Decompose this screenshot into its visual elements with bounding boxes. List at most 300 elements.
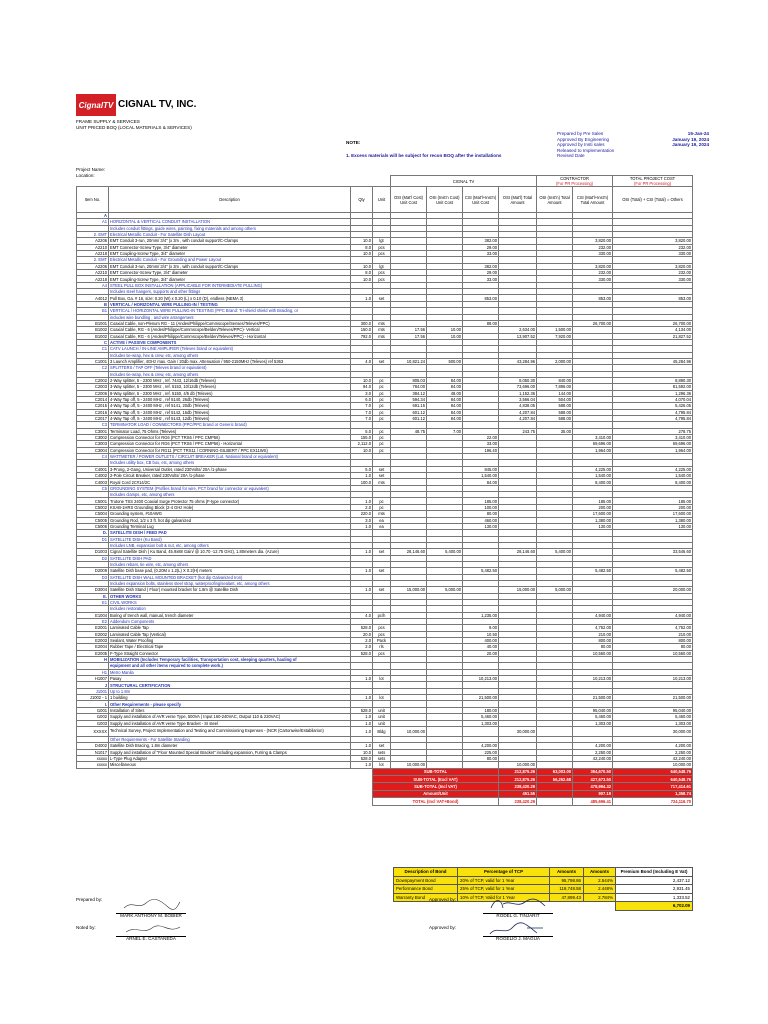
table-row — [77, 251, 693, 257]
item-description: Trutone TSS 2400 Coaxial Surge Protector 75 ohms (F-type connector) — [109, 498, 351, 504]
section-code: A — [77, 213, 109, 219]
item-qty: 1.0 — [351, 523, 373, 529]
bond-rate: 2.544% — [584, 876, 616, 885]
totals-row — [77, 783, 693, 790]
osi-total-amount: 4,207.84 — [499, 416, 537, 422]
approval-value: January 19, 2024 — [672, 136, 709, 142]
table-row — [77, 720, 693, 726]
item-unit: unit — [373, 707, 391, 713]
csi-total-amount: 3,820.00 — [573, 238, 613, 244]
totals-label: SUB-TOTAL (Incl VAT) — [373, 783, 499, 790]
osi-total-amount: 243.75 — [499, 428, 537, 434]
grand-total-amount: 1,380.00 — [613, 517, 693, 523]
osi-mat-unit-cost: 48.75 — [391, 428, 427, 434]
bond-head-premium: Premium Bond (Including E Vat) — [616, 868, 693, 877]
section-code: E2 — [77, 619, 109, 625]
approval-key: Revised Date — [557, 153, 585, 159]
section-title: HORIZONTAL & VERTICAL CONDUIT INSTALLATION — [109, 219, 351, 225]
totals-spacer — [77, 790, 373, 797]
totals-grand: 724,116.70 — [613, 798, 693, 805]
item-description: Cignal Satellite Dish ( Ku Band, 45.9x88 Gain/ @ 10.70 -12.75 GHz), 1.80meters dia. (Azure) — [109, 549, 351, 555]
section-title: TERMINATOR LOAD / CONNECTORS (PPC/PPC brand or Generic brand) — [109, 422, 351, 428]
item-description: Pull Box, Ga. # 16, size: 0.20 (W) x 0.20 (L) x 0.10 (D), endless (NEMA 3) — [109, 295, 351, 301]
item-qty: 3.0 — [351, 517, 373, 523]
totals-label: TOTAL (Incl VAT+Bond) — [373, 798, 499, 805]
osi-total-amount: 4,838.05 — [499, 403, 537, 409]
grand-total-amount: 4,070.04 — [613, 396, 693, 402]
csi-total-amount: 5,460.00 — [573, 714, 613, 720]
band-contractor-sub: (For PR Processing) — [555, 181, 594, 186]
item-no: C2002 — [77, 377, 109, 383]
csi-unit-cost — [463, 726, 499, 736]
col-qty: Qty — [351, 187, 373, 213]
section-title: includes wire bundling , and wire arrangement — [109, 314, 351, 320]
item-no: B1002 — [77, 327, 109, 333]
col-osi-inst-total: OSI (Inst'n) Total Amount — [537, 187, 573, 213]
item-unit: pc/h — [373, 612, 391, 618]
item-unit: lot — [373, 762, 391, 768]
osi-inst-total-amount: 5,400.00 — [537, 549, 573, 555]
grand-total-amount: 1,303.00 — [613, 720, 693, 726]
table-row — [77, 612, 693, 618]
grand-total-amount: 17,600.00 — [613, 511, 693, 517]
csi-total-amount: 232.00 — [573, 270, 613, 276]
item-unit: lgt — [373, 238, 391, 244]
item-no: C5001 — [77, 498, 109, 504]
item-unit: set — [373, 295, 391, 301]
col-osi-inst-unit: OSI (Inst'n Cost) Unit Cost — [427, 187, 463, 213]
item-description: EMT Conduit 3-run, 20mm/ 3/4" (x 3m , with conduit support/C-Clamps — [109, 263, 351, 269]
csi-total-amount: 1,303.00 — [573, 720, 613, 726]
item-no: D1003 — [77, 549, 109, 555]
table-row — [77, 276, 693, 282]
csi-total-amount: 3,410.00 — [573, 435, 613, 441]
band-contractor-label: CONTRACTOR — [560, 176, 589, 181]
item-no: A2210 — [77, 270, 109, 276]
bond-rate: 2.448% — [584, 885, 616, 894]
section-code: C3 — [77, 422, 109, 428]
totals-row — [77, 798, 693, 805]
bond-total: 6,702.09 — [616, 902, 693, 911]
item-unit: pcs — [373, 276, 391, 282]
section-code: B1 — [77, 308, 109, 314]
item-no: C3002 — [77, 435, 109, 441]
grand-total-amount: 4,795.84 — [613, 416, 693, 422]
item-qty: 1.0 — [351, 726, 373, 736]
signer-name-4: ROGELIO J. MAGUA — [496, 936, 540, 941]
bond-desc: Downpayment Bond — [394, 876, 458, 885]
csi-total-amount: 8,400.00 — [573, 479, 613, 485]
item-qty: 5.0 — [351, 428, 373, 434]
grand-total-amount: 200.00 — [613, 504, 693, 510]
table-row — [77, 749, 693, 755]
osi-inst-total-amount: 7,920.00 — [537, 333, 573, 339]
osi-mat-unit-cost: 17.56 — [391, 327, 427, 333]
totals-contractor: 427,673.50 — [573, 775, 613, 782]
section-code: A4 — [77, 282, 109, 288]
note-label: NOTE: — [346, 140, 361, 145]
item-description: 3 Launch Amplifier, 4GHz max. Gain / 20db max. Attenuation / 950-2150MHz (Televes) ref 5363 — [109, 358, 351, 364]
item-description: L-Type Plug Adapter — [109, 755, 351, 761]
item-unit: set — [373, 568, 391, 574]
totals-contractor-mat: 63,003.00 — [537, 768, 573, 775]
csi-total-amount: 210.00 — [573, 631, 613, 637]
totals-cignal: 212,875.26 — [499, 768, 537, 775]
item-qty: 7.0 — [351, 403, 373, 409]
osi-inst-total-amount — [537, 726, 573, 736]
item-unit: mts — [373, 327, 391, 333]
csi-total-amount: 1,540.00 — [573, 473, 613, 479]
totals-contractor: 485,696.41 — [573, 798, 613, 805]
osi-total-amount: 30,000.00 — [499, 726, 537, 736]
item-description: Compression Connector for RG6 (PCT TRS6 / PPC CMP56) - Horizontal — [109, 441, 351, 447]
item-description: Technical Survey, Project Implementation and Testing and Commissioning Expenses - (NCR (Cartonwise/Estabilarion) — [109, 726, 351, 736]
totals-spacer — [77, 798, 373, 805]
csi-total-amount: 4,940.00 — [573, 612, 613, 618]
item-unit: set — [373, 466, 391, 472]
item-description: Coaxial Cable, RG - 6 (Andes/Philippe/Commscope/Belden/Televes/PPC)- Vertical — [109, 327, 351, 333]
item-unit: set — [373, 587, 391, 593]
section-title: Includes expansion bolts, stainless steel strap, waterproofing/sealant, etc, among others — [109, 580, 351, 586]
csi-unit-cost: 185.00 — [463, 498, 499, 504]
item-qty: 1.0 — [351, 295, 373, 301]
bond-row — [394, 876, 693, 885]
section-title: CIVIL WORKS — [109, 599, 351, 605]
grand-total-amount: 232.00 — [613, 244, 693, 250]
item-description: EMT Coupling-Screw Type, 3/4" diameter — [109, 251, 351, 257]
band-total-label: TOTAL PROJECT COST — [629, 176, 676, 181]
approval-value — [654, 153, 709, 159]
totals-contractor-mat: 56,252.68 — [537, 775, 573, 782]
totals-contractor-mat — [537, 798, 573, 805]
totals-contractor: 907.19 — [573, 790, 613, 797]
cignal-logo — [76, 94, 116, 116]
section-title: MOBILIZATION (Includes Temporary facilities, Transportation cost, sleeping quarters, hauling of — [109, 657, 351, 663]
item-no: XXXXX — [77, 726, 109, 736]
osi-inst-unit-cost — [427, 726, 463, 736]
table-band-row — [77, 176, 693, 187]
osi-inst-unit-cost: 5,400.00 — [427, 549, 463, 555]
osi-inst-unit-cost: 84.00 — [427, 409, 463, 415]
totals-label: Amount/Unit — [373, 790, 499, 797]
csi-unit-cost: 10.50 — [463, 631, 499, 637]
item-qty: 10.0 — [351, 377, 373, 383]
osi-inst-unit-cost: 7.00 — [427, 428, 463, 434]
csi-unit-cost: 20.00 — [463, 650, 499, 656]
item-no: xxxxx — [77, 762, 109, 768]
csi-unit-cost: 1,235.00 — [463, 612, 499, 618]
item-no: C4003 — [77, 479, 109, 485]
item-unit: pc — [373, 403, 391, 409]
section-code: H — [77, 657, 109, 663]
totals-cignal: 212,875.26 — [499, 775, 537, 782]
band-total-sub: (For PR Processing) — [633, 181, 672, 186]
osi-total-amount: 13,907.52 — [499, 333, 537, 339]
item-description: 3-Way splitter, 5 - 2300 MHz , ref. 5153, 10/12db (Televes) — [109, 384, 351, 390]
item-unit: pc — [373, 428, 391, 434]
logo-text: CignalTV — [78, 100, 114, 110]
item-unit: mts — [373, 479, 391, 485]
item-qty: 2,112.0 — [351, 441, 373, 447]
item-unit: pc — [373, 498, 391, 504]
section-code: D3 — [77, 574, 109, 580]
grand-total-amount: 3,820.00 — [613, 263, 693, 269]
item-description: Supply and installation of AVR verse Type Bracket - SI steel — [109, 720, 351, 726]
bond-head-desc: Description of Bond — [394, 868, 458, 877]
osi-total-amount: 3,566.04 — [499, 396, 537, 402]
totals-grand: 640,548.76 — [613, 775, 693, 782]
item-no: N1017 — [77, 749, 109, 755]
csi-unit-cost: 22.00 — [463, 435, 499, 441]
item-qty: 1.0 — [351, 676, 373, 682]
osi-inst-unit-cost: 84.00 — [427, 384, 463, 390]
csi-unit-cost: 5,460.00 — [463, 714, 499, 720]
item-unit: mts — [373, 333, 391, 339]
osi-inst-unit-cost: 500.00 — [427, 358, 463, 364]
section-code: C2 — [77, 365, 109, 371]
item-no: E2005 — [77, 650, 109, 656]
bond-row — [394, 885, 693, 894]
osi-mat-unit-cost: 15,000.00 — [391, 587, 427, 593]
item-unit: pcs — [373, 631, 391, 637]
item-qty: 1.0 — [351, 743, 373, 749]
section-title: Includes steel hangers, supports and other fittings — [109, 289, 351, 295]
item-description: Sealant, Water Proofing — [109, 638, 351, 644]
bond-desc: Warranty Bond — [394, 893, 458, 902]
item-unit: set — [373, 743, 391, 749]
grand-total-amount: 232.00 — [613, 270, 693, 276]
osi-inst-unit-cost: 84.00 — [427, 396, 463, 402]
section-code: 2. EMT — [77, 232, 109, 238]
csi-total-amount: 95,040.00 — [573, 707, 613, 713]
osi-mat-unit-cost: 594.34 — [391, 396, 427, 402]
section-code: C1 — [77, 346, 109, 352]
item-qty: 1.0 — [351, 568, 373, 574]
section-title: Includes restoration — [109, 606, 351, 612]
col-description: Description — [109, 187, 351, 213]
osi-total-amount: 1,152.36 — [499, 390, 537, 396]
item-unit: pc — [373, 447, 391, 453]
item-no: I1002 — [77, 714, 109, 720]
item-no: C3003 — [77, 441, 109, 447]
item-no: C2003 — [77, 384, 109, 390]
item-description: Supply and installation of AVR verse Type, 500VA ( Input 160-240VAC, Output 110 & 220VAC) — [109, 714, 351, 720]
csi-unit-cost: 180.00 — [463, 707, 499, 713]
item-no: E1004 — [77, 612, 109, 618]
totals-spacer — [77, 775, 373, 782]
item-no: A2218 — [77, 251, 109, 257]
grand-total-amount: 20,000.00 — [613, 587, 693, 593]
item-unit: pc — [373, 435, 391, 441]
item-qty: 20.0 — [351, 631, 373, 637]
item-description: Supply and installation of "Floor Mounted Special Bracket" including expansion, Furring & Clamps — [109, 749, 351, 755]
item-description: Satellite Dish base pad, (0.20M x 1.2(L) X 0.2(H) meters — [109, 568, 351, 574]
item-unit: lgt — [373, 263, 391, 269]
item-qty: 1.0 — [351, 762, 373, 768]
grand-total-amount: 8,400.00 — [613, 479, 693, 485]
band-cignal: CIGNAL TV — [391, 176, 537, 187]
item-unit: rls — [373, 644, 391, 650]
item-qty: 5.0 — [351, 466, 373, 472]
item-no: C5005 — [77, 517, 109, 523]
bond-amount: 119,748.58 — [550, 885, 584, 894]
item-unit: sets — [373, 749, 391, 755]
totals-cignal: 238,420.29 — [499, 783, 537, 790]
section-code: B — [77, 301, 109, 307]
item-no: D4002 — [77, 743, 109, 749]
item-no: A4012 — [77, 295, 109, 301]
csi-unit-cost: 382.00 — [463, 263, 499, 269]
item-qty: 2.0 — [351, 644, 373, 650]
totals-contractor-mat — [537, 783, 573, 790]
csi-total-amount: 17,600.00 — [573, 511, 613, 517]
table-row — [77, 244, 693, 250]
item-unit: set — [373, 473, 391, 479]
osi-total-amount: 73,696.00 — [499, 384, 537, 390]
section-title: Metro Manila — [109, 669, 351, 675]
csi-unit-cost: 382.00 — [463, 238, 499, 244]
item-unit: unit — [373, 720, 391, 726]
csi-total-amount: 4,200.00 — [573, 743, 613, 749]
noted-by-label: Noted by: — [76, 925, 96, 930]
grand-total-amount: 4,225.00 — [613, 466, 693, 472]
grand-total-amount: 42,240.00 — [613, 755, 693, 761]
item-qty: 10.0 — [351, 276, 373, 282]
item-description: Compression Connector for RG11 (PCT TRS11 / CORNING-GILBERT / PPC EX11WS) — [109, 447, 351, 453]
osi-inst-total-amount: 2,000.00 — [537, 358, 573, 364]
osi-inst-total-amount: 588.00 — [537, 409, 573, 415]
csi-unit-cost: 100.00 — [463, 504, 499, 510]
bond-pct: 20% of TCP, valid for 1 Year — [458, 876, 550, 885]
csi-total-amount: 1,380.00 — [573, 517, 613, 523]
csi-total-amount: 330.00 — [573, 276, 613, 282]
item-no: J1002 - 1 — [77, 695, 109, 701]
item-qty: 1.0 — [351, 473, 373, 479]
osi-inst-total-amount: 1,500.00 — [537, 327, 573, 333]
item-qty: 94.0 — [351, 384, 373, 390]
section-code: J — [77, 682, 109, 688]
signature-mark-1 — [122, 898, 182, 912]
item-no: B1001 — [77, 320, 109, 326]
approved-by-label-2: Approved by: — [429, 925, 457, 930]
csi-total-amount: 26,700.00 — [573, 320, 613, 326]
bond-header-row — [394, 868, 693, 877]
section-title: Other Requirements - please specify — [109, 701, 351, 707]
totals-cignal: 451.55 — [499, 790, 537, 797]
item-description: Grounding system, #10AWG — [109, 511, 351, 517]
item-qty: 10.0 — [351, 251, 373, 257]
item-no: C2015 — [77, 403, 109, 409]
osi-mat-unit-cost: 17.56 — [391, 333, 427, 339]
item-qty: 10.0 — [351, 238, 373, 244]
item-unit: lot — [373, 695, 391, 701]
item-qty: 2.0 — [351, 638, 373, 644]
csi-unit-cost: 1,540.00 — [463, 473, 499, 479]
boq-table — [76, 172, 693, 806]
section-title: SATELLITE DISH (Ku Band) — [109, 536, 351, 542]
section-code: H1 — [77, 669, 109, 675]
grand-total-amount: 5,482.50 — [613, 568, 693, 574]
grand-total-amount: 1,964.00 — [613, 447, 693, 453]
item-unit: pc — [373, 416, 391, 422]
item-no: A2210 — [77, 244, 109, 250]
item-qty: 8.0 — [351, 244, 373, 250]
item-unit: set — [373, 549, 391, 555]
col-unit: Unit — [373, 187, 391, 213]
totals-spacer — [77, 783, 373, 790]
section-title: Includes conduit fittings, guide wires, painting, fixing materials and among others — [109, 225, 351, 231]
grand-total-amount: 3,410.00 — [613, 435, 693, 441]
csi-total-amount: 330.00 — [573, 251, 613, 257]
grand-total-amount: 8,890.30 — [613, 377, 693, 383]
osi-total-amount: 4,207.84 — [499, 409, 537, 415]
item-qty: 528.0 — [351, 625, 373, 631]
item-description: 4-Way Tap off, 5 - 2400 MHz , ref 5140, 26db (Televes) — [109, 396, 351, 402]
item-qty: 10.0 — [351, 749, 373, 755]
osi-mat-unit-cost: 10,821.24 — [391, 358, 427, 364]
item-description: 2-Way splitter, 5 - 2300 MHz , ref. 7443, 12/16db (Televes) — [109, 377, 351, 383]
col-grand-total: OSI (Total) + CSI (Total) = Others — [613, 187, 693, 213]
approval-value: January 19, 2024 — [672, 142, 709, 148]
grand-total-amount: 69,696.00 — [613, 441, 693, 447]
grand-total-amount: 80.00 — [613, 644, 693, 650]
csi-unit-cost: 130.00 — [463, 523, 499, 529]
item-no: E2004 — [77, 644, 109, 650]
item-no: A2206 — [77, 263, 109, 269]
csi-unit-cost: 9.00 — [463, 625, 499, 631]
section-title: STRUCTURAL CERTIFICATION — [109, 682, 351, 688]
signature-mark-2 — [124, 924, 184, 936]
item-unit: mts — [373, 511, 391, 517]
item-no: C3001 — [77, 428, 109, 434]
osi-inst-unit-cost: 10.00 — [427, 333, 463, 339]
section-code: C — [77, 339, 109, 345]
item-description: EMT Conduit 3-run, 20mm/ 3/4" (x 3m , with conduit support/C-Clamps — [109, 238, 351, 244]
item-description: Satellite Dish Stand ( Floor) mounted bracket for 1.8m @ Satellite Dish — [109, 587, 351, 593]
osi-total-amount: 2,634.00 — [499, 327, 537, 333]
item-description: Laminated Cable Tap (Vertical) — [109, 631, 351, 637]
item-description: 1 building — [109, 695, 351, 701]
col-osi-total: OSI (Mat'l) Total Amount — [499, 187, 537, 213]
csi-total-amount: 853.00 — [573, 295, 613, 301]
item-unit: unit — [373, 714, 391, 720]
grand-total-amount: 21,827.52 — [613, 333, 693, 339]
grand-total-amount: 278.75 — [613, 428, 693, 434]
item-description: Grounding Rod, 1/2 x 3 ft. hot dip galvanized — [109, 517, 351, 523]
section-code: J1001 — [77, 688, 109, 694]
grand-total-amount: 330.00 — [613, 276, 693, 282]
csi-unit-cost: 460.00 — [463, 517, 499, 523]
section-code: E. — [77, 593, 109, 599]
item-qty: 528.0 — [351, 707, 373, 713]
totals-grand: 640,548.76 — [613, 768, 693, 775]
section-code: C5 — [77, 485, 109, 491]
bond-desc: Performance Bond — [394, 885, 458, 894]
totals-contractor: 364,670.50 — [573, 768, 613, 775]
prepared-by-label: Prepared by: — [76, 897, 103, 902]
section-title: Includes clamps, etc, among others — [109, 492, 351, 498]
item-description: KSAB-1HRS Grounding Block (2-4 GHz Hole) — [109, 504, 351, 510]
osi-inst-total-amount: 504.00 — [537, 396, 573, 402]
item-qty: 6.0 — [351, 396, 373, 402]
csi-total-amount: 3,820.00 — [573, 263, 613, 269]
item-qty: 4.0 — [351, 612, 373, 618]
signer-name-3: RODEL G. TINJARIT — [496, 913, 540, 918]
item-description: EMT Coupling-Screw Type, 3/4" diameter — [109, 276, 351, 282]
item-unit: pcs — [373, 244, 391, 250]
section-title: Electrical Metallic Conduit - For Grounding and Power Layout — [109, 257, 351, 263]
item-description: Coaxial Cable, non-Plenum RG - 11 (Andes/Philippe/Commscope/Senses/Televes/PPC) — [109, 320, 351, 326]
